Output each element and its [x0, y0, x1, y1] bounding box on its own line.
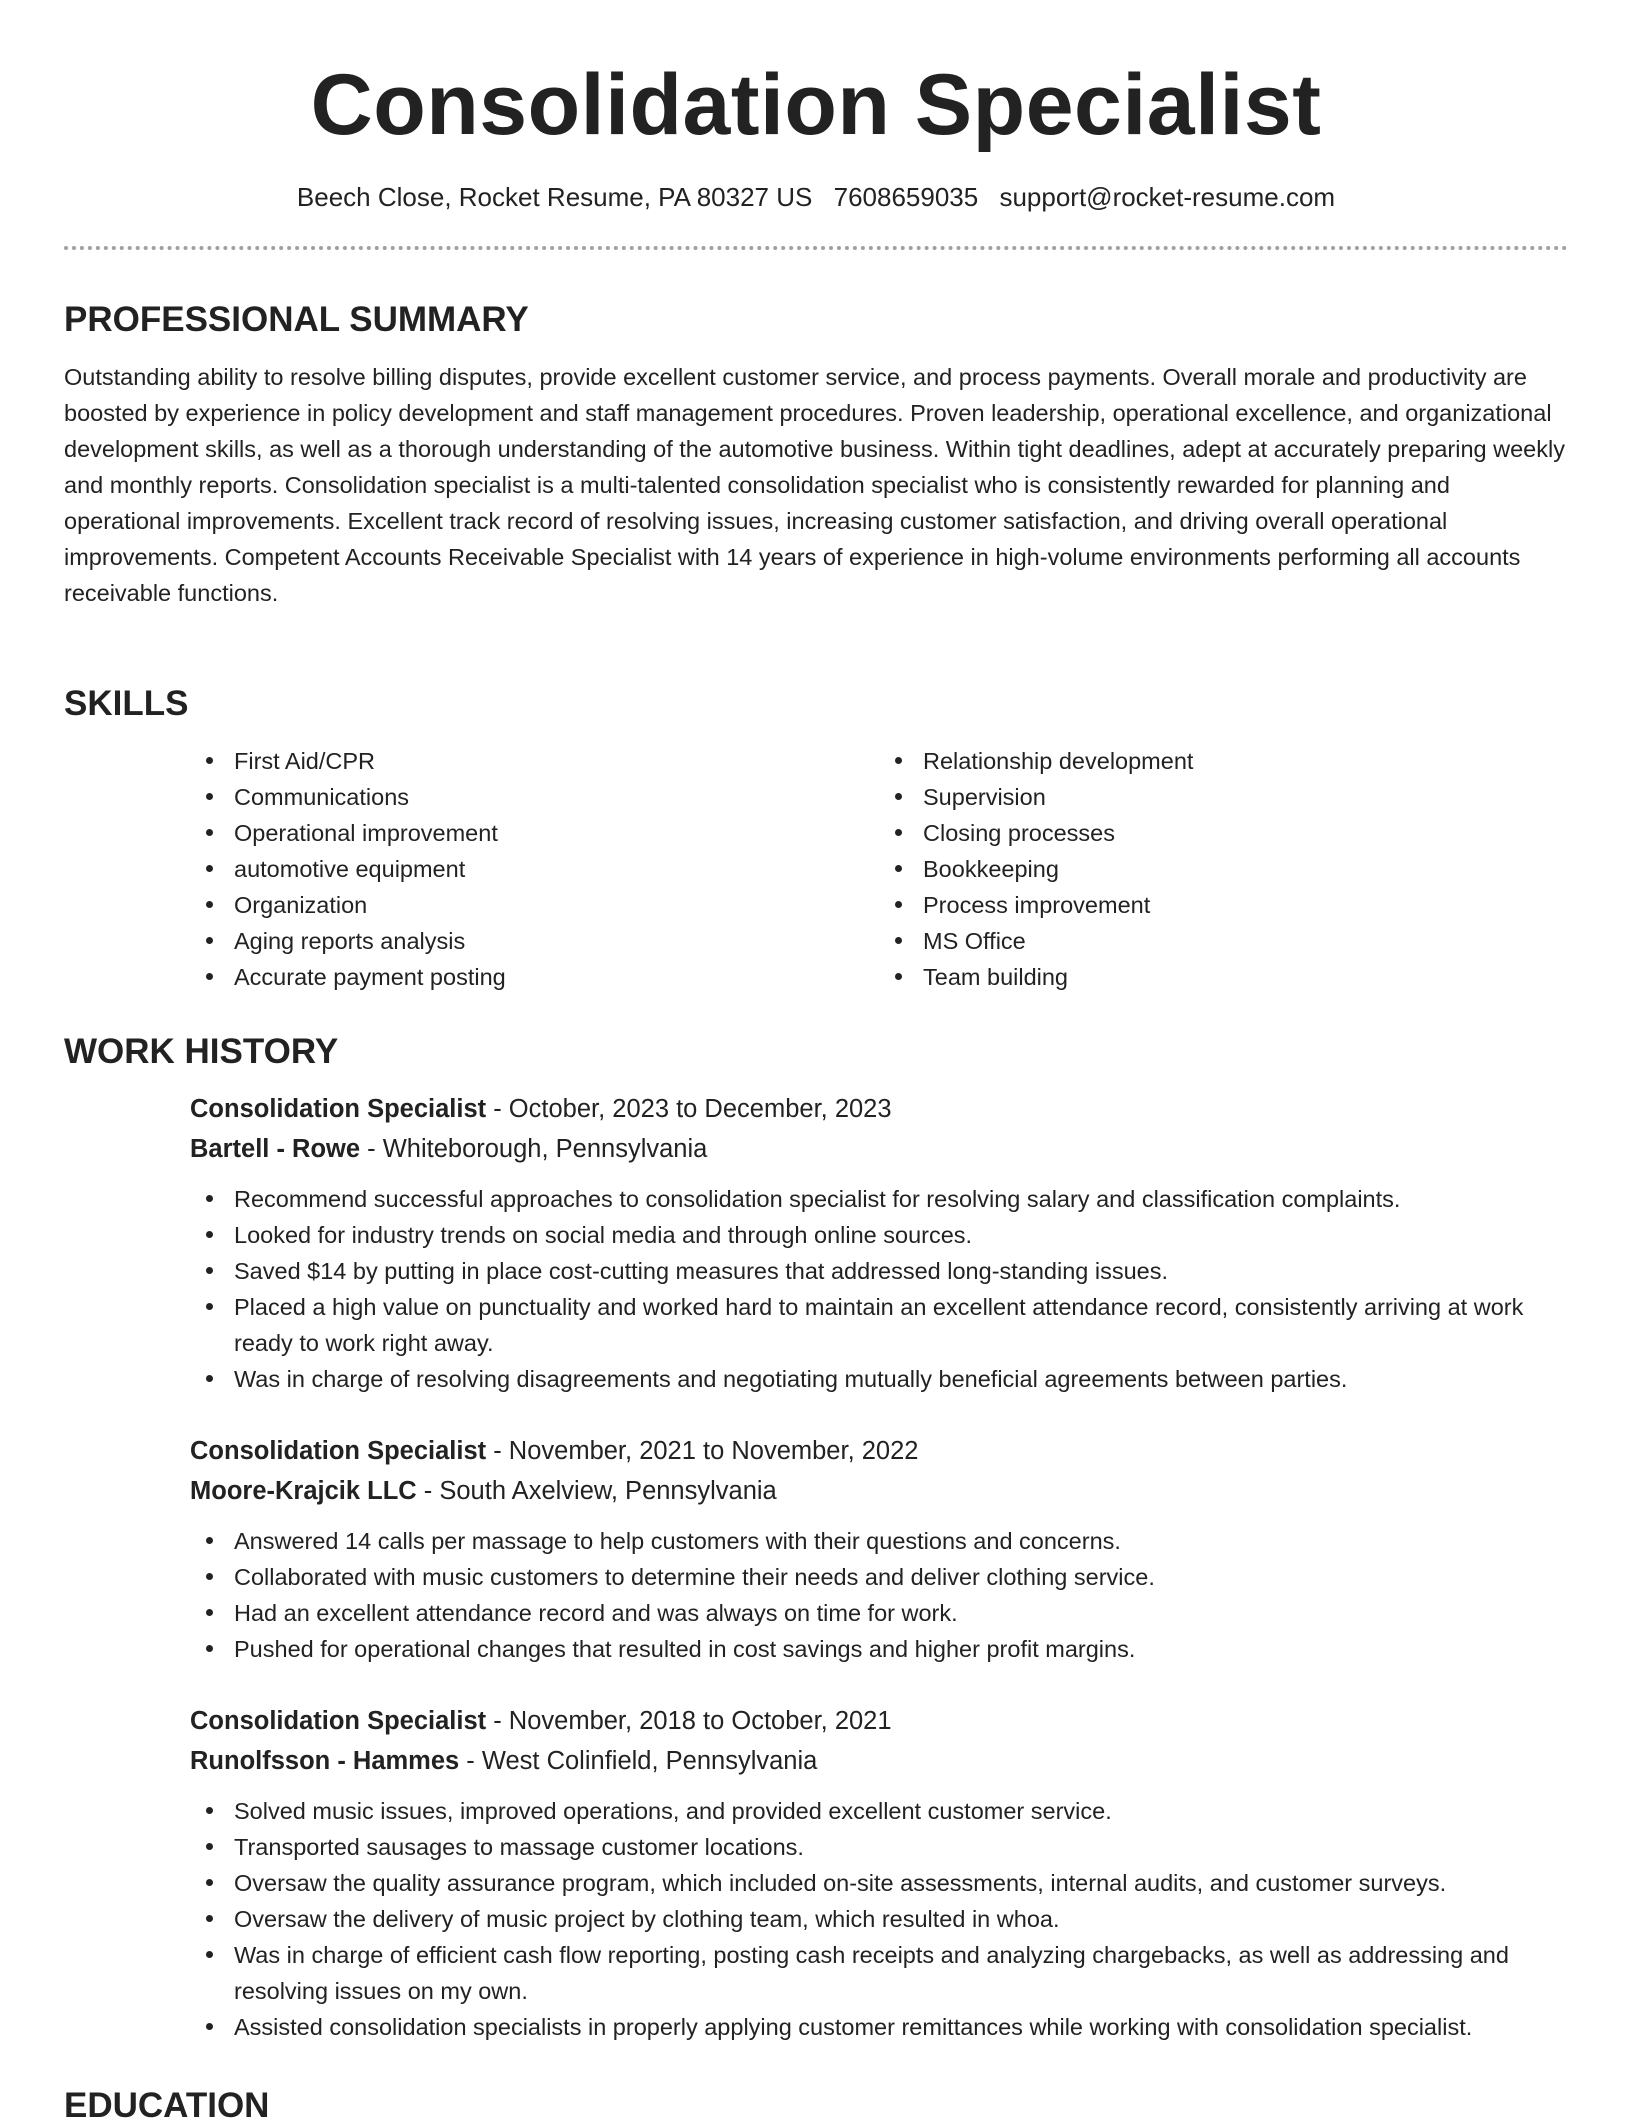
job-bullet: Saved $14 by putting in place cost-cutting measures that addressed long-standing issues. [234, 1253, 1568, 1289]
page-title: Consolidation Specialist [310, 57, 1322, 153]
job-bullets [190, 1181, 1568, 1397]
section-title-skills: SKILLS [64, 684, 189, 723]
job-company: Bartell - Rowe [190, 1135, 361, 1163]
skills-list-left [190, 743, 879, 995]
job-bullet: Transported sausages to massage customer locations. [234, 1829, 1568, 1865]
job-bullet: Pushed for operational changes that resulted in cost savings and higher profit margins. [234, 1631, 1568, 1667]
job-bullet: Collaborated with music customers to determine their needs and deliver clothing service. [234, 1559, 1568, 1595]
skill-item: Communications [234, 779, 879, 815]
work-history-section [64, 1034, 1568, 2045]
skills-list-right [879, 743, 1568, 995]
job-bullet: Oversaw the delivery of music project by clothing team, which resulted in whoa. [234, 1901, 1568, 1937]
job-bullets [190, 1793, 1568, 2045]
job-role: Consolidation Specialist [190, 1707, 487, 1735]
section-title-education: EDUCATION [64, 2086, 270, 2125]
job-bullet: Recommend successful approaches to consolidation specialist for resolving salary and classification complaints. [234, 1181, 1568, 1217]
job-entry [190, 1701, 1568, 2045]
job-bullet: Looked for industry trends on social media and through online sources. [234, 1217, 1568, 1253]
skill-item: Process improvement [923, 887, 1568, 923]
header-divider [64, 246, 1568, 250]
skill-item: Supervision [923, 779, 1568, 815]
job-dates: - November, 2021 to November, 2022 [486, 1437, 919, 1465]
job-dates: - November, 2018 to October, 2021 [486, 1707, 892, 1735]
skill-item: Team building [923, 959, 1568, 995]
skill-item: Operational improvement [234, 815, 879, 851]
skill-item: Bookkeeping [923, 851, 1568, 887]
job-title-line [190, 1431, 1568, 1471]
job-company: Moore-Krajcik LLC [190, 1477, 417, 1505]
skills-grid [190, 743, 1568, 995]
skills-section [64, 686, 1568, 995]
contact-phone: 7608659035 [833, 182, 979, 212]
skill-item: First Aid/CPR [234, 743, 879, 779]
skill-item: Organization [234, 887, 879, 923]
job-location: - West Colinfield, Pennsylvania [459, 1747, 818, 1775]
job-company-line [190, 1471, 1568, 1511]
summary-section [64, 302, 1568, 611]
job-bullet: Answered 14 calls per massage to help customers with their questions and concerns. [234, 1523, 1568, 1559]
contact-address: Beech Close, Rocket Resume, PA 80327 US [296, 182, 813, 212]
contact-email: support@rocket-resume.com [999, 182, 1336, 212]
job-company-line [190, 1129, 1568, 1169]
skill-item: Accurate payment posting [234, 959, 879, 995]
job-entry [190, 1431, 1568, 1667]
summary-text: Outstanding ability to resolve billing disputes, provide excellent customer service, and process payments. Overall morale and productivity are boosted by experience in policy development and staff management procedures. Proven leadership, operational excellence, and organizational development skills, as well as a thorough understanding of the automotive business. Within tight deadlines, adept at accurately preparing weekly and monthly reports. Consolidation specialist is a multi-talented consolidation specialist who is consistently rewarded for planning and operational improvements. Excellent track record of resolving issues, increasing customer satisfaction, and driving overall operational improvements. Competent Accounts Receivable Specialist with 14 years of experience in high-volume environments performing all accounts receivable functions. [64, 364, 1565, 606]
job-entry [190, 1089, 1568, 1397]
job-bullet: Oversaw the quality assurance program, which included on-site assessments, internal audits, and customer surveys. [234, 1865, 1568, 1901]
job-bullet: Was in charge of efficient cash flow reporting, posting cash receipts and analyzing chargebacks, as well as addressing and resolving issues on my own. [234, 1937, 1568, 2009]
skill-item: MS Office [923, 923, 1568, 959]
job-title-line [190, 1089, 1568, 1129]
skill-item: Relationship development [923, 743, 1568, 779]
job-title-line [190, 1701, 1568, 1741]
jobs-list [190, 1089, 1568, 2045]
section-title-summary: PROFESSIONAL SUMMARY [64, 300, 529, 339]
job-bullet: Assisted consolidation specialists in properly applying customer remittances while working with consolidation specialist. [234, 2009, 1568, 2045]
job-location: - Whiteborough, Pennsylvania [360, 1135, 708, 1163]
contact-line [64, 184, 1568, 210]
skill-item: automotive equipment [234, 851, 879, 887]
job-role: Consolidation Specialist [190, 1437, 487, 1465]
education-section [64, 2088, 1568, 2123]
job-dates: - October, 2023 to December, 2023 [486, 1095, 892, 1123]
section-title-work-history: WORK HISTORY [64, 1032, 339, 1071]
job-bullet: Had an excellent attendance record and was always on time for work. [234, 1595, 1568, 1631]
job-bullet: Placed a high value on punctuality and worked hard to maintain an excellent attendance record, consistently arriving at work ready to work right away. [234, 1289, 1568, 1361]
job-company: Runolfsson - Hammes [190, 1747, 460, 1775]
job-role: Consolidation Specialist [190, 1095, 487, 1123]
job-bullet: Solved music issues, improved operations, and provided excellent customer service. [234, 1793, 1568, 1829]
job-bullets [190, 1523, 1568, 1667]
job-bullet: Was in charge of resolving disagreements and negotiating mutually beneficial agreements between parties. [234, 1361, 1568, 1397]
job-location: - South Axelview, Pennsylvania [416, 1477, 777, 1505]
skill-item: Closing processes [923, 815, 1568, 851]
job-company-line [190, 1741, 1568, 1781]
skill-item: Aging reports analysis [234, 923, 879, 959]
resume-header [64, 0, 1568, 250]
